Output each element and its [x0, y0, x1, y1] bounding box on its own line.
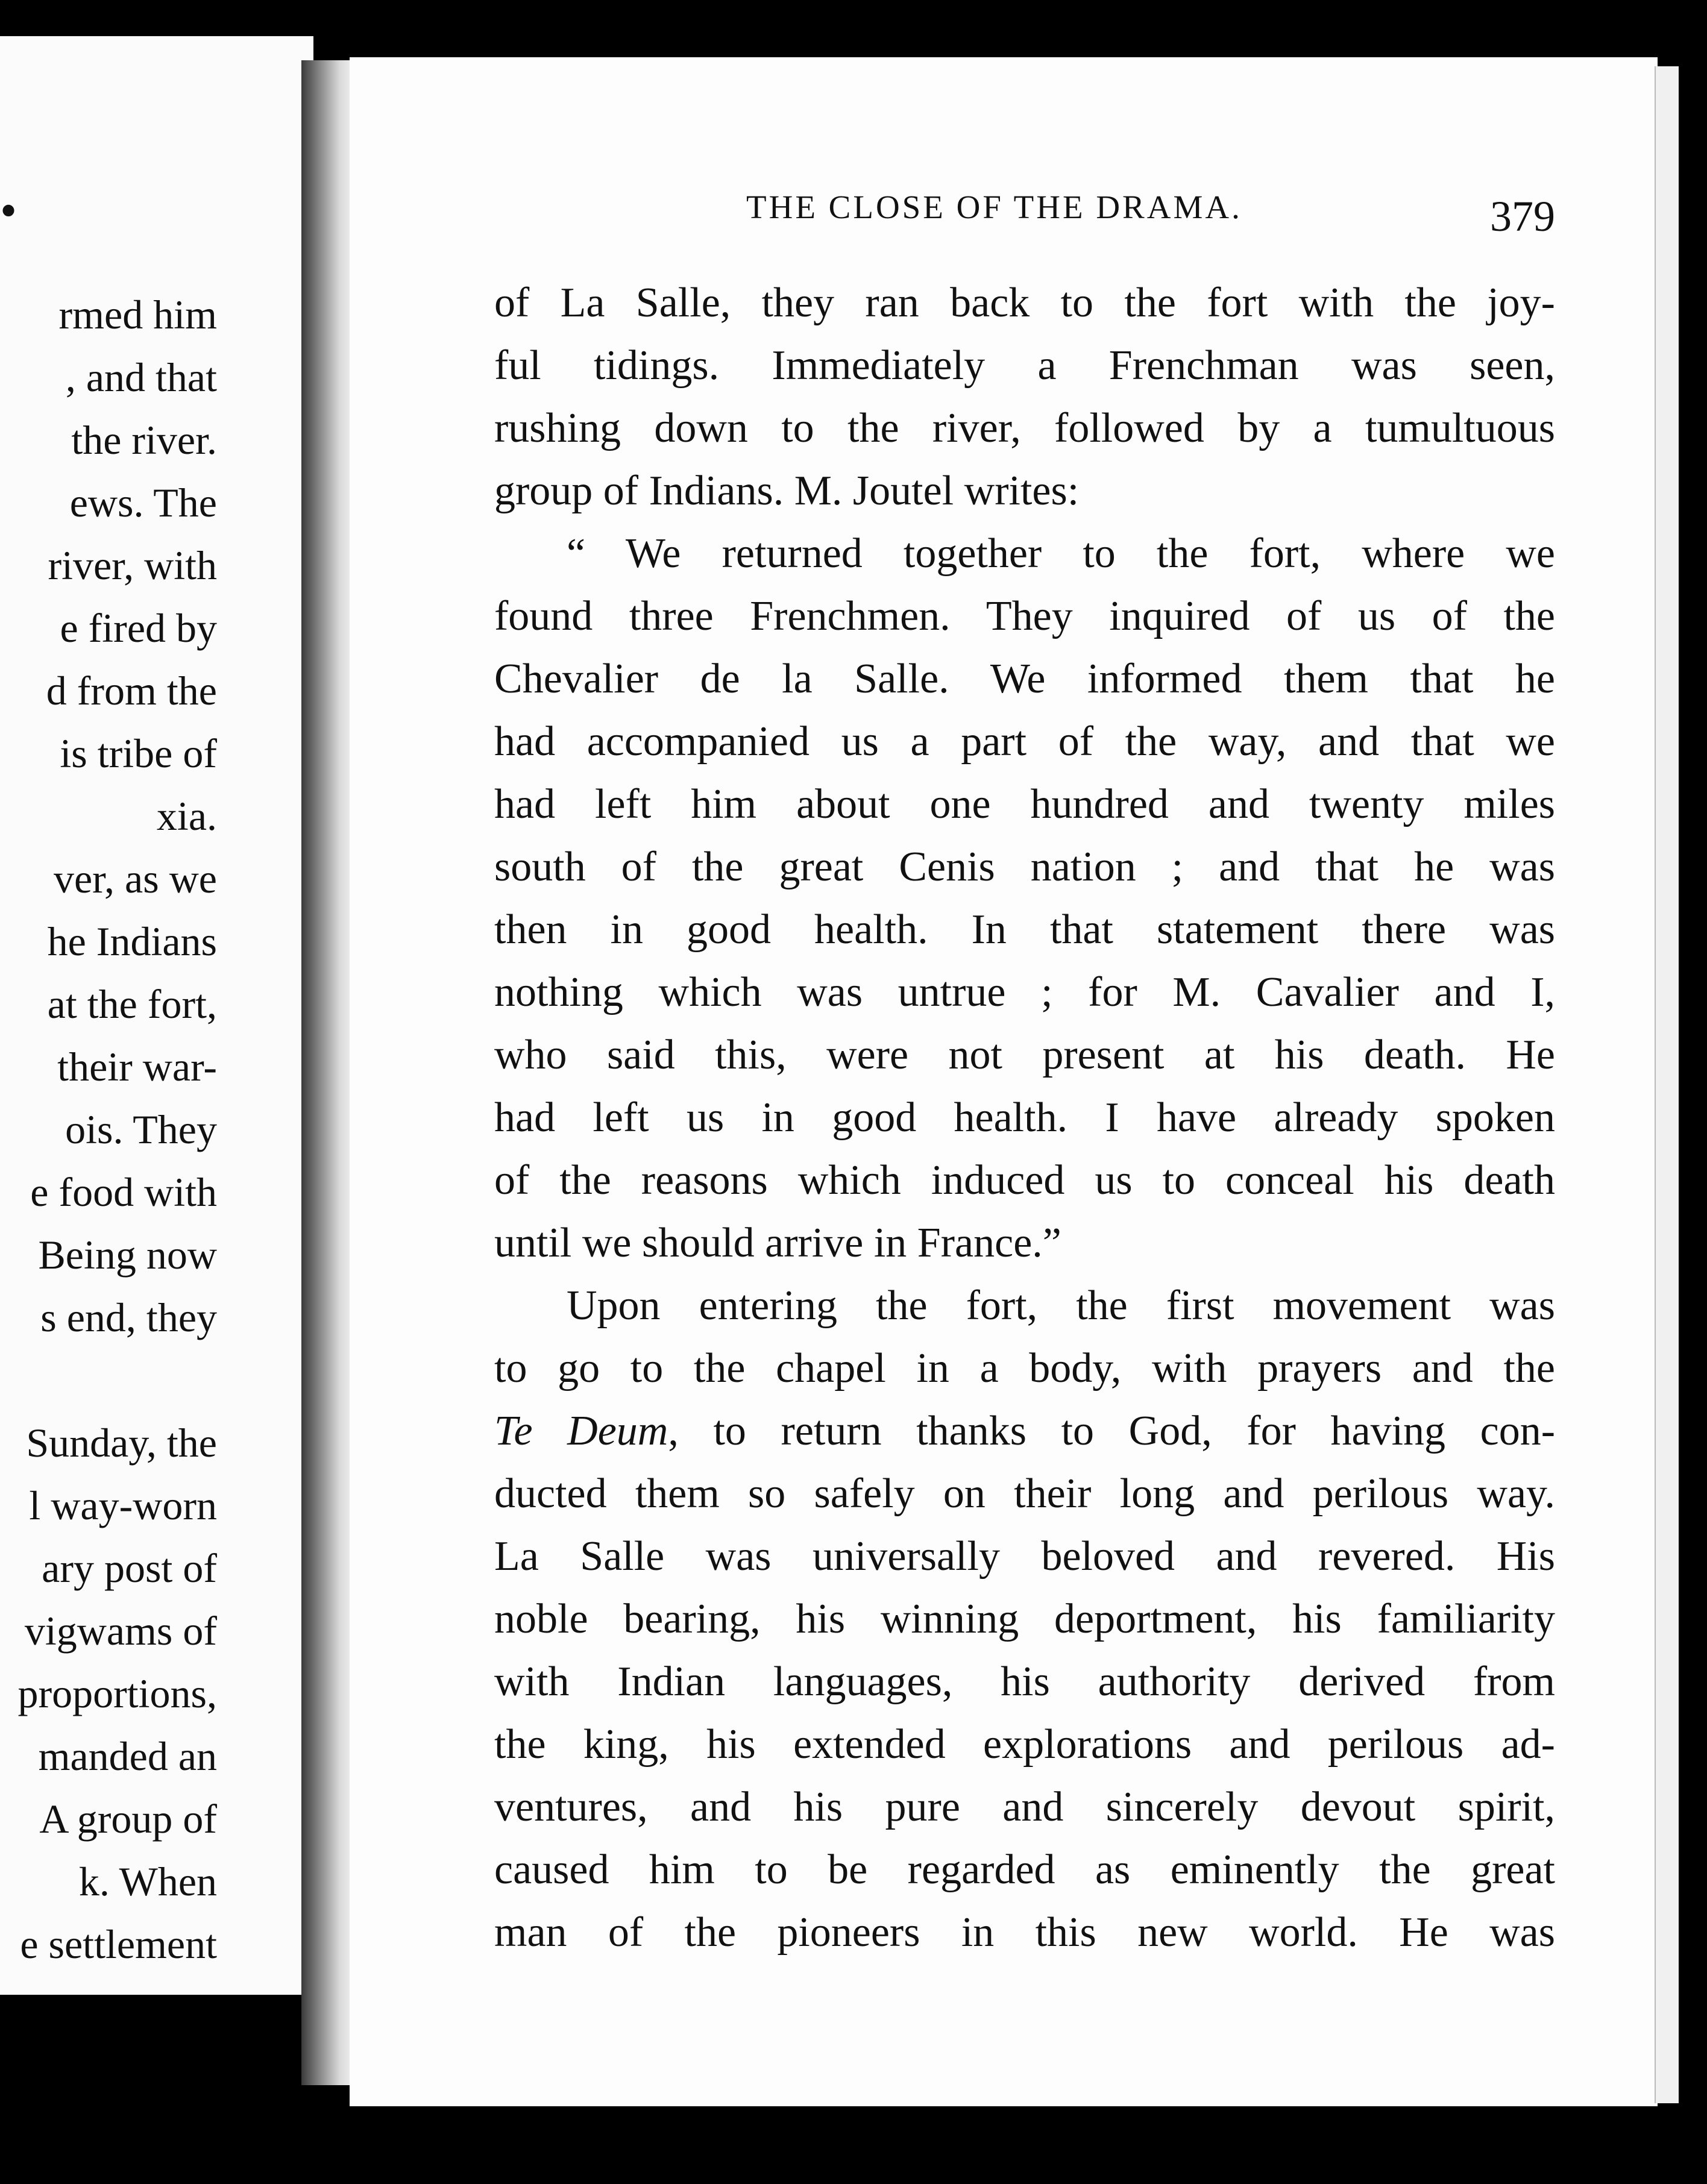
body-line: to go to the chapel in a body, with prayers and the: [494, 1345, 1555, 1392]
body-line: “ We returned together to the fort, where we: [567, 530, 1555, 577]
body-line: La Salle was universally beloved and revered. His: [494, 1533, 1555, 1580]
left-line: river, with: [48, 542, 217, 588]
book-gutter: [301, 60, 356, 2085]
body-line: Upon entering the fort, the first movement was: [567, 1282, 1555, 1329]
left-line: he Indians: [47, 918, 217, 964]
body-line: who said this, were not present at his death. He: [494, 1032, 1555, 1078]
body-line: caused him to be regarded as eminently the great: [494, 1847, 1555, 1893]
left-line: at the fort,: [47, 981, 217, 1027]
body-line: the king, his extended explorations and perilous ad-: [494, 1721, 1555, 1768]
body-line: rushing down to the river, followed by a tumultuous: [494, 405, 1555, 451]
body-line: found three Frenchmen. They inquired of us of the: [494, 593, 1555, 639]
left-line: manded an: [38, 1733, 217, 1779]
left-line: Sunday, the: [26, 1420, 217, 1466]
left-line: e fired by: [60, 605, 217, 651]
body-line: of the reasons which induced us to conceal his death: [494, 1157, 1555, 1203]
left-line: ver, as we: [53, 856, 217, 902]
left-line: proportions,: [17, 1671, 217, 1716]
body-line: ventures, and his pure and sincerely devout spirit,: [494, 1784, 1555, 1830]
left-line: A group of: [39, 1796, 217, 1842]
body-line: nothing which was untrue ; for M. Cavalier and I,: [494, 969, 1555, 1015]
running-head: THE CLOSE OF THE DRAMA.: [746, 189, 1242, 225]
body-line: then in good health. In that statement there was: [494, 906, 1555, 953]
body-line: had accompanied us a part of the way, and that we: [494, 718, 1555, 765]
body-line: noble bearing, his winning deportment, his familiarity: [494, 1596, 1555, 1642]
body-line: had left us in good health. I have already spoken: [494, 1094, 1555, 1141]
page-number: 379: [1490, 192, 1555, 240]
left-line: the river.: [71, 417, 217, 463]
body-line: with Indian languages, his authority derived from: [494, 1658, 1555, 1705]
left-line: ois. They: [65, 1106, 217, 1152]
left-line: d from the: [46, 668, 217, 714]
te-deum-italic: Te Deum: [494, 1408, 668, 1454]
left-line: Being now: [38, 1232, 217, 1278]
left-page-bullet: •: [0, 184, 17, 237]
left-page: [0, 36, 313, 1995]
left-line: l way-worn: [29, 1483, 217, 1528]
body-line: south of the great Cenis nation ; and that he was: [494, 844, 1555, 890]
body-line: man of the pioneers in this new world. He was: [494, 1909, 1555, 1956]
body-line: ducted them so safely on their long and perilous way.: [494, 1470, 1555, 1517]
body-line: had left him about one hundred and twenty miles: [494, 781, 1555, 827]
body-line: of La Salle, they ran back to the fort with the joy-: [494, 280, 1555, 326]
left-line: is tribe of: [60, 730, 217, 776]
left-line: rmed him: [58, 292, 217, 337]
left-line: their war-: [57, 1044, 217, 1090]
body-line: ful tidings. Immediately a Frenchman was seen,: [494, 342, 1555, 389]
left-line: vigwams of: [24, 1608, 217, 1654]
left-line: ews. The: [69, 480, 217, 526]
left-line: ary post of: [42, 1545, 217, 1591]
body-line: Chevalier de la Salle. We informed them that he: [494, 656, 1555, 702]
left-line: k. When: [78, 1859, 217, 1904]
page-edge-strip: [1655, 66, 1680, 2103]
left-line: , and that: [65, 354, 217, 400]
scan-background: [1679, 0, 1707, 2184]
left-line: s end, they: [40, 1294, 217, 1340]
left-line: e settlement: [20, 1921, 217, 1967]
left-line: e food with: [30, 1169, 217, 1215]
body-line: until we should arrive in France.”: [494, 1220, 1061, 1266]
body-line: Te Deum, to return thanks to God, for having con-: [494, 1408, 1556, 1454]
left-line: xia.: [156, 793, 217, 839]
body-line: group of Indians. M. Joutel writes:: [494, 468, 1080, 514]
